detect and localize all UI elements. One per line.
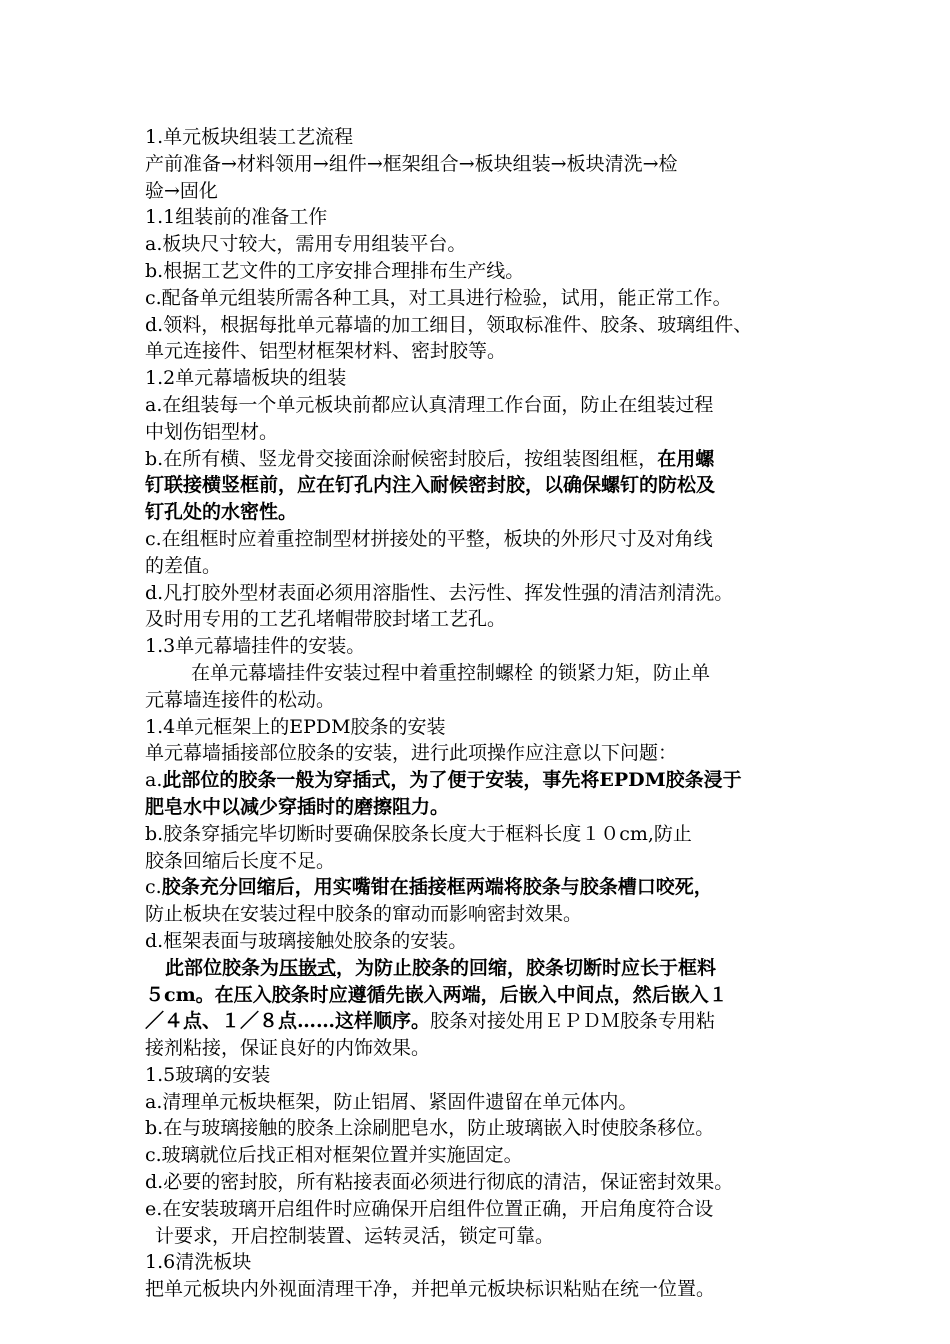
process-flow-line-2: 验→固化 <box>145 179 218 202</box>
item-1-5-d: d.必要的密封胶，所有粘接表面必须进行彻底的清洁，保证密封效果。 <box>145 1171 734 1194</box>
section-1-3-para-line-1: 在单元幕墙挂件安装过程中着重控制螺栓 的锁紧力矩，防止单 <box>191 661 711 684</box>
item-1-4-a-prefix: a. <box>145 769 163 792</box>
item-1-5-c: c.玻璃就位后找正相对框架位置并实施固定。 <box>145 1144 523 1167</box>
item-1-2-b-bold: 在用螺 <box>657 447 715 470</box>
item-1-1-d-line-1: d.领料，根据每批单元幕墙的加工细目，领取标准件、胶条、玻璃组件、 <box>145 313 753 336</box>
process-flow-line-1: 产前准备→材料领用→组件→框架组合→板块组装→板块清洗→检 <box>145 152 678 175</box>
para-1-4-line-3-normal: 胶条对接处用ＥＰＤＭ胶条专用粘 <box>430 1010 716 1033</box>
item-1-2-d-line-2: 及时用专用的工艺孔堵帽带胶封堵工艺孔。 <box>145 608 507 631</box>
item-1-4-a-bold: 此部位的胶条一般为穿插式，为了便于安装，事先将EPDM胶条浸于 <box>162 769 742 792</box>
section-1-6-para: 把单元板块内外视面清理干净，并把单元板块标识粘贴在统一位置。 <box>145 1278 716 1301</box>
item-1-4-d: d.框架表面与玻璃接触处胶条的安装。 <box>145 929 468 952</box>
item-1-1-c: c.配备单元组装所需各种工具，对工具进行检验，试用，能正常工作。 <box>145 286 732 309</box>
section-1-4-para-line-2: ５cm。在压入胶条时应遵循先嵌入两端，后嵌入中间点，然后嵌入１ <box>145 983 728 1006</box>
para-1-4-a: 此部位胶条为 <box>165 956 280 979</box>
item-1-2-c-line-1: c.在组框时应着重控制型材拼接处的平整，板块的外形尺寸及对角线 <box>145 527 713 550</box>
item-1-2-b-line-3: 钉孔处的水密性。 <box>145 501 298 524</box>
item-1-2-b-normal: b.在所有横、竖龙骨交接面涂耐候密封胶后，按组装图组框， <box>145 447 658 470</box>
item-1-1-d-line-2: 单元连接件、铝型材框架材料、密封胶等。 <box>145 340 507 363</box>
section-1-3-para-line-2: 元幕墙连接件的松动。 <box>145 688 336 711</box>
section-1-4-para-line-3 <box>145 1008 835 1035</box>
para-1-4-line-3-bold: ／４点、１／８点……这样顺序。 <box>145 1010 431 1033</box>
section-1-3-title: 1.3单元幕墙挂件的安装。 <box>145 635 366 658</box>
item-1-2-a-line-2: 中划伤铝型材。 <box>145 420 279 443</box>
item-1-2-c-line-2: 的差值。 <box>145 554 222 577</box>
section-1-5-title: 1.5玻璃的安装 <box>145 1063 271 1086</box>
section-1-title: 1.单元板块组装工艺流程 <box>145 126 354 148</box>
item-1-4-a-line-1 <box>145 767 835 794</box>
item-1-5-e-line-2: 计要求，开启控制装置、运转灵活，锁定可靠。 <box>155 1224 555 1247</box>
section-1-4-para-line-1 <box>145 955 835 982</box>
item-1-2-d-line-1: d.凡打胶外型材表面必须用溶脂性、去污性、挥发性强的清洁剂清洗。 <box>145 581 734 604</box>
item-1-5-a: a.清理单元板块框架，防止铝屑、紧固件遗留在单元体内。 <box>145 1090 638 1113</box>
item-1-2-a-line-1: a.在组装每一个单元板块前都应认真清理工作台面，防止在组装过程 <box>145 393 714 416</box>
item-1-4-a-line-2: 肥皂水中以减少穿插时的磨擦阻力。 <box>145 795 450 818</box>
section-1-6-title: 1.6清洗板块 <box>145 1251 252 1274</box>
item-1-2-b-line-1 <box>145 446 835 473</box>
document-body <box>145 124 835 1303</box>
item-1-1-b: b.根据工艺文件的工序安排合理排布生产线。 <box>145 259 525 282</box>
item-1-4-c-prefix: c. <box>145 876 162 899</box>
item-1-4-c-bold: 胶条充分回缩后，用实嘴钳在插接框两端将胶条与胶条槽口咬死， <box>161 876 713 899</box>
item-1-4-c-line-2: 防止板块在安装过程中胶条的窜动而影响密封效果。 <box>145 903 583 926</box>
section-1-1-title: 1.1组装前的准备工作 <box>145 206 328 229</box>
item-1-4-b-line-1: b.胶条穿插完毕切断时要确保胶条长度大于框料长度１０cm,防止 <box>145 822 692 845</box>
section-1-4-para-line-4: 接剂粘接，保证良好的内饰效果。 <box>145 1037 431 1060</box>
item-1-5-e-line-1: e.在安装玻璃开启组件时应确保开启组件位置正确，开启角度符合设 <box>145 1197 714 1220</box>
section-1-4-intro: 单元幕墙插接部位胶条的安装，进行此项操作应注意以下问题： <box>145 742 678 765</box>
para-1-4-underlined: 压嵌式 <box>279 956 337 979</box>
item-1-5-b: b.在与玻璃接触的胶条上涂刷肥皂水，防止玻璃嵌入时使胶条移位。 <box>145 1117 715 1140</box>
item-1-1-a: a.板块尺寸较大，需用专用组装平台。 <box>145 233 467 256</box>
item-1-2-b-line-2: 钉联接横竖框前，应在钉孔内注入耐候密封胶，以确保螺钉的防松及 <box>145 474 716 497</box>
para-1-4-b: ，为防止胶条的回缩，胶条切断时应长于框料 <box>336 956 717 979</box>
item-1-4-b-line-2: 胶条回缩后长度不足。 <box>145 849 336 872</box>
section-1-4-title: 1.4单元框架上的EPDM胶条的安装 <box>145 715 446 738</box>
item-1-4-c-line-1 <box>145 874 835 901</box>
section-1-2-title: 1.2单元幕墙板块的组装 <box>145 367 347 390</box>
